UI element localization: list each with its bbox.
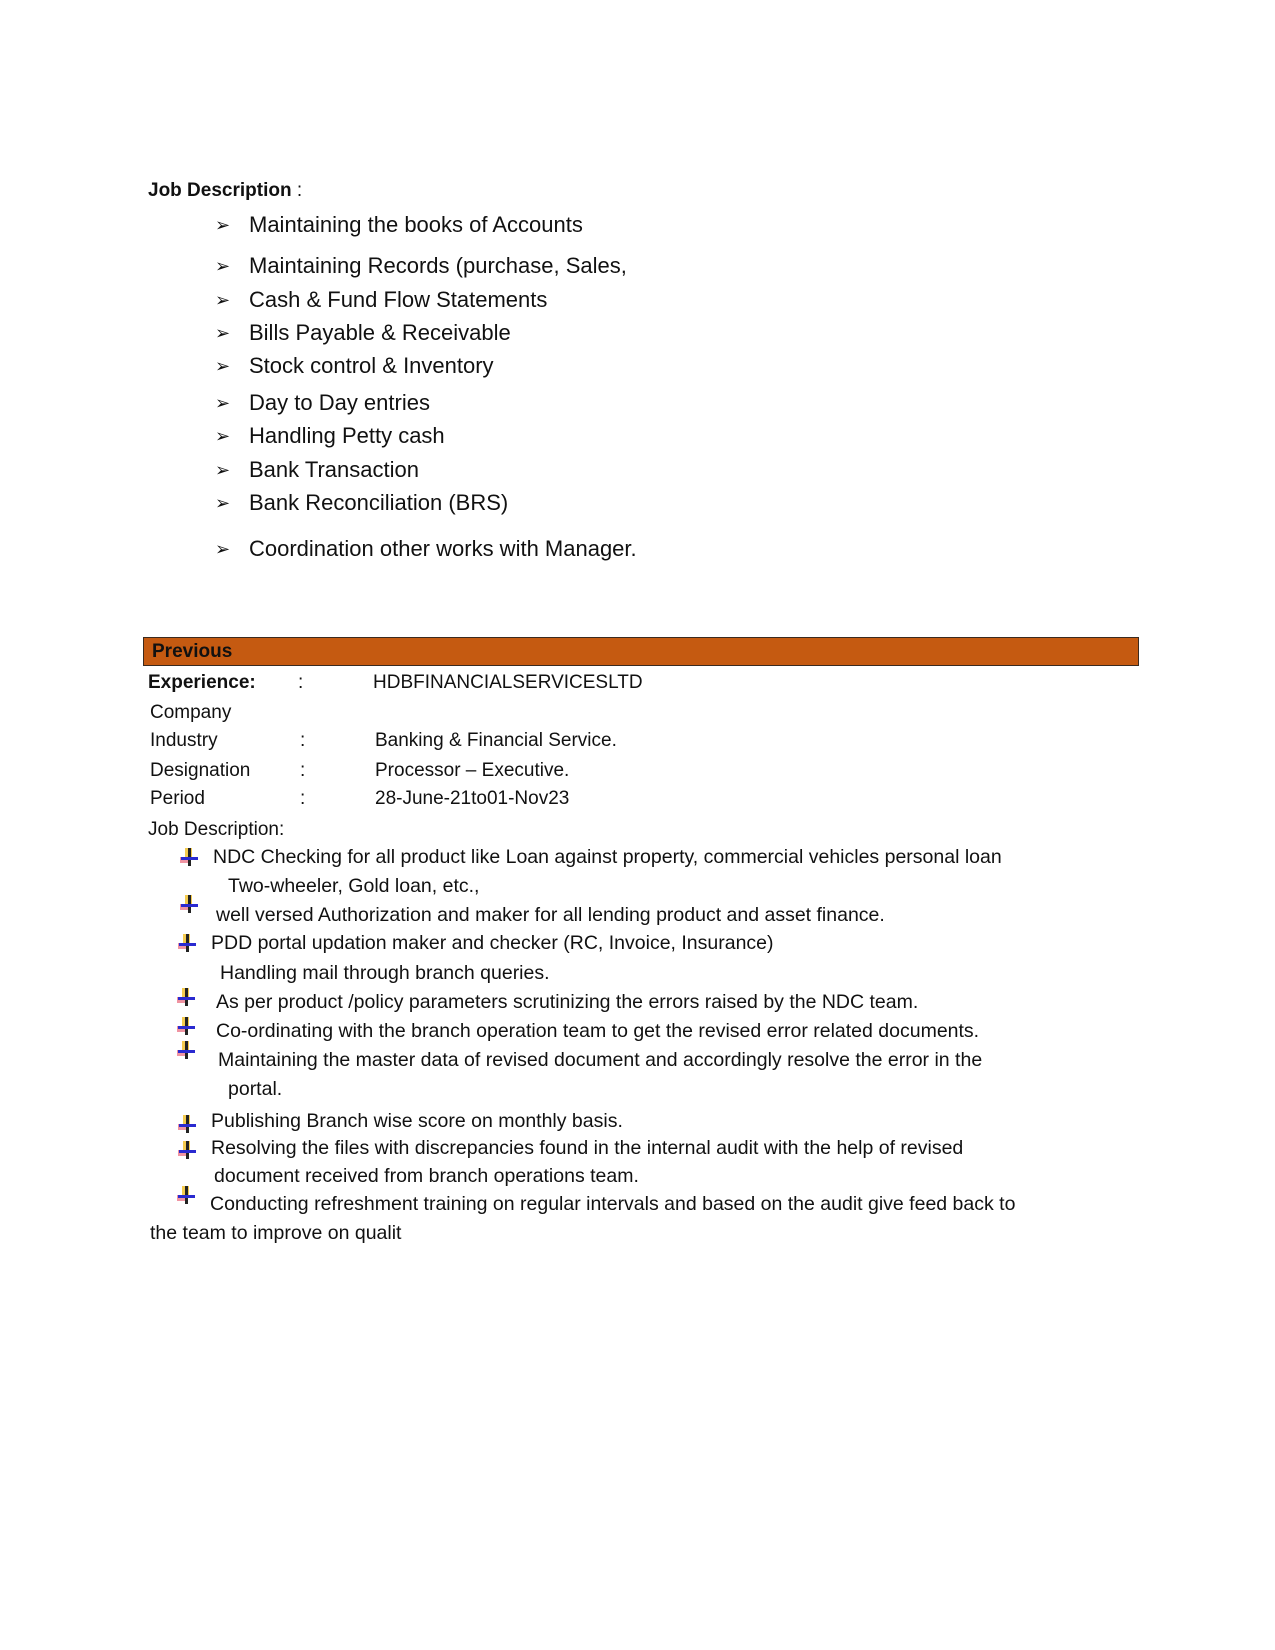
- list-item-text: Stock control & Inventory: [249, 353, 494, 378]
- list-item-text: Cash & Fund Flow Statements: [249, 287, 548, 312]
- star-bullet-icon: [177, 988, 195, 1006]
- colon: :: [300, 730, 306, 751]
- list-item-text: Day to Day entries: [249, 390, 430, 415]
- arrow-bullet-icon: ➢: [215, 355, 231, 376]
- list-item: [215, 353, 494, 379]
- list-item: [215, 490, 508, 516]
- list-item-text: Maintaining the books of Accounts: [249, 212, 583, 237]
- list-item-continuation: portal.: [228, 1078, 283, 1100]
- arrow-bullet-icon: ➢: [215, 392, 231, 413]
- arrow-bullet-icon: ➢: [215, 538, 231, 559]
- colon: :: [300, 788, 306, 809]
- star-bullet-icon: [177, 1186, 195, 1204]
- list-item: NDC Checking for all product like Loan against property, commercial vehicles personal loan: [213, 846, 1002, 868]
- industry-row: [150, 730, 617, 752]
- arrow-bullet-icon: ➢: [215, 255, 231, 276]
- experience-label: Experience:: [148, 672, 256, 693]
- arrow-bullet-icon: ➢: [215, 289, 231, 310]
- list-item-continuation: the team to improve on qualit: [150, 1222, 402, 1244]
- star-bullet-icon: [178, 934, 196, 952]
- colon: :: [300, 760, 306, 781]
- experience-row: [148, 672, 643, 694]
- list-item: PDD portal updation maker and checker (RC, Invoice, Insurance): [211, 932, 774, 954]
- list-item: [215, 287, 547, 313]
- list-item-text: Bank Reconciliation (BRS): [249, 490, 509, 515]
- list-item: Publishing Branch wise score on monthly basis.: [211, 1110, 623, 1132]
- company-label-row: [150, 702, 231, 724]
- period-row: [150, 788, 569, 810]
- designation-row: [150, 760, 569, 782]
- heading-text: Job Description: [148, 180, 292, 201]
- list-item: [215, 253, 627, 279]
- list-item-text: Maintaining Records (purchase, Sales,: [249, 253, 627, 278]
- previous-bar-label: Previous: [152, 641, 233, 662]
- list-item: Co-ordinating with the branch operation team to get the revised error related documents.: [216, 1020, 980, 1042]
- arrow-bullet-icon: ➢: [215, 459, 231, 480]
- list-item-text: Coordination other works with Manager.: [249, 536, 637, 561]
- period-label: Period: [150, 788, 205, 809]
- list-item: Resolving the files with discrepancies found in the internal audit with the help of revised: [211, 1137, 964, 1159]
- arrow-bullet-icon: ➢: [215, 492, 231, 513]
- list-item: As per product /policy parameters scrutinizing the errors raised by the NDC team.: [216, 991, 919, 1013]
- list-item: Conducting refreshment training on regular intervals and based on the audit give feed back to: [210, 1193, 1016, 1215]
- star-bullet-icon: [178, 1115, 196, 1133]
- star-bullet-icon: [178, 1141, 196, 1159]
- colon: :: [298, 672, 304, 693]
- list-item-continuation: Handling mail through branch queries.: [220, 962, 550, 984]
- arrow-bullet-icon: ➢: [215, 214, 231, 235]
- company-label: Company: [150, 702, 232, 723]
- list-item-text: Bank Transaction: [249, 457, 419, 482]
- list-item-continuation: Two-wheeler, Gold loan, etc.,: [228, 875, 480, 897]
- star-bullet-icon: [177, 1017, 195, 1035]
- company-value: HDBFINANCIALSERVICESLTD: [373, 672, 643, 693]
- designation-value: Processor – Executive.: [375, 760, 570, 781]
- list-item: [215, 320, 511, 346]
- industry-value: Banking & Financial Service.: [375, 730, 617, 751]
- arrow-bullet-icon: ➢: [215, 322, 231, 343]
- star-bullet-icon: [180, 895, 198, 913]
- list-item: [215, 536, 637, 562]
- period-value: 28-June-21to01-Nov23: [375, 788, 570, 809]
- arrow-bullet-icon: ➢: [215, 425, 231, 446]
- list-item-continuation: document received from branch operations team.: [214, 1165, 639, 1187]
- list-item-text: Handling Petty cash: [249, 423, 445, 448]
- list-item: [215, 457, 419, 483]
- star-bullet-icon: [180, 848, 198, 866]
- job-description-heading: [148, 180, 302, 202]
- star-bullet-icon: [177, 1041, 195, 1059]
- heading-colon: :: [291, 180, 303, 201]
- list-item: well versed Authorization and maker for all lending product and asset finance.: [216, 904, 885, 926]
- previous-section-bar: [143, 637, 1139, 666]
- list-item: [215, 390, 430, 416]
- list-item: [215, 212, 583, 238]
- job-description-2-heading: Job Description:: [148, 819, 285, 840]
- designation-label: Designation: [150, 760, 251, 781]
- list-item: [215, 423, 445, 449]
- list-item: Maintaining the master data of revised document and accordingly resolve the error in the: [218, 1049, 983, 1071]
- list-item-text: Bills Payable & Receivable: [249, 320, 511, 345]
- industry-label: Industry: [150, 730, 218, 751]
